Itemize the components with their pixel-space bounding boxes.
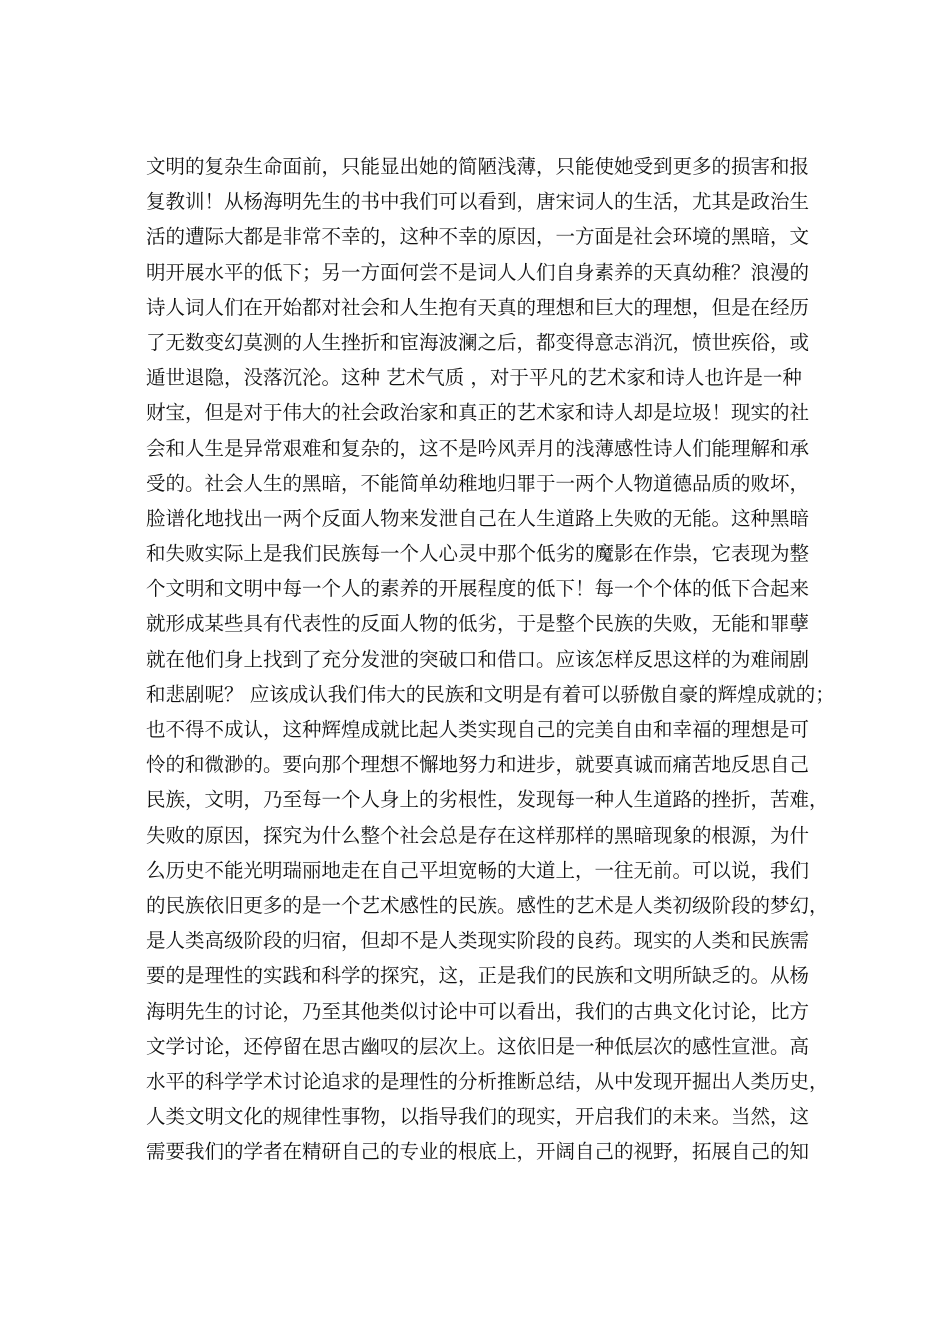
text-line-4: 明开展水平的低下；另一方面何尝不是词人人们自身素养的天真幼稚？浪漫的: [146, 260, 810, 284]
text-line-28: 人类文明文化的规律性事物，以指导我们的现实，开启我们的未来。当然，这: [146, 1105, 810, 1129]
body-text: [146, 149, 835, 1169]
text-line-18: 怜的和微渺的。要向那个理想不懈地努力和进步，就要真诚而痛苦地反思自己: [146, 753, 810, 777]
text-line-20: 失败的原因，探究为什么整个社会总是存在这样那样的黑暗现象的根源，为什: [146, 823, 810, 847]
text-line-27: 水平的科学学术讨论追求的是理性的分析推断总结，从中发现开掘出人类历史，: [146, 1069, 829, 1093]
text-line-5: 诗人词人们在开始都对社会和人生抱有天真的理想和巨大的理想，但是在经历: [146, 295, 810, 319]
text-line-11: 脸谱化地找出一两个反面人物来发泄自己在人生道路上失败的无能。这种黑暗: [146, 506, 810, 530]
text-line-8: 财宝，但是对于伟大的社会政治家和真正的艺术家和诗人却是垃圾！现实的社: [146, 401, 810, 425]
text-line-26: 文学讨论，还停留在思古幽叹的层次上。这依旧是一种低层次的感性宣泄。高: [146, 1034, 810, 1058]
text-line-6: 了无数变幻莫测的人生挫折和宦海波澜之后，都变得意志消沉，愤世疾俗，或: [146, 330, 810, 354]
text-line-23: 是人类高级阶段的归宿，但却不是人类现实阶段的良药。现实的人类和民族需: [146, 929, 810, 953]
text-line-15: 就在他们身上找到了充分发泄的突破口和借口。应该怎样反思这样的为难闹剧: [146, 647, 810, 671]
text-line-10: 受的。社会人生的黑暗，不能简单幼稚地归罪于一两个人物道德品质的败坏，: [146, 471, 810, 495]
text-line-16: 和悲剧呢？ 应该成认我们伟大的民族和文明是有着可以骄傲自豪的辉煌成就的；: [146, 682, 835, 706]
text-line-2: 复教训！从杨海明先生的书中我们可以看到，唐宋词人的生活，尤其是政治生: [146, 190, 810, 214]
text-line-13: 个文明和文明中每一个人的素养的开展程度的低下！每一个个体的低下合起来: [146, 577, 810, 601]
text-line-25: 海明先生的讨论，乃至其他类似讨论中可以看出，我们的古典文化讨论，比方: [146, 999, 810, 1023]
text-line-3: 活的遭际大都是非常不幸的，这种不幸的原因，一方面是社会环境的黑暗，文: [146, 225, 810, 249]
text-line-9: 会和人生是异常艰难和复杂的，这不是吟风弄月的浅薄感性诗人们能理解和承: [146, 436, 810, 460]
text-line-12: 和失败实际上是我们民族每一个人心灵中那个低劣的魔影在作祟，它表现为整: [146, 542, 810, 566]
text-line-1: 文明的复杂生命面前，只能显出她的简陋浅薄，只能使她受到更多的损害和报: [146, 155, 810, 178]
text-line-22: 的民族依旧更多的是一个艺术感性的民族。感性的艺术是人类初级阶段的梦幻，: [146, 893, 829, 917]
text-line-29: 需要我们的学者在精研自己的专业的根底上，开阔自己的视野，拓展自己的知: [146, 1140, 810, 1164]
text-line-24: 要的是理性的实践和科学的探究，这，正是我们的民族和文明所缺乏的。从杨: [146, 964, 810, 988]
text-line-19: 民族，文明，乃至每一个人身上的劣根性，发现每一种人生道路的挫折，苦难，: [146, 788, 829, 812]
text-line-17: 也不得不成认，这种辉煌成就比起人类实现自己的完美自由和幸福的理想是可: [146, 718, 810, 741]
text-line-21: 么历史不能光明瑞丽地走在自己平坦宽畅的大道上，一往无前。可以说，我们: [146, 858, 810, 882]
text-line-7: 遁世退隐，没落沉沦。这种 艺术气质 ，对于平凡的艺术家和诗人也许是一种: [146, 366, 802, 390]
text-line-14: 就形成某些具有代表性的反面人物的低劣，于是整个民族的失败，无能和罪孽: [146, 612, 810, 636]
